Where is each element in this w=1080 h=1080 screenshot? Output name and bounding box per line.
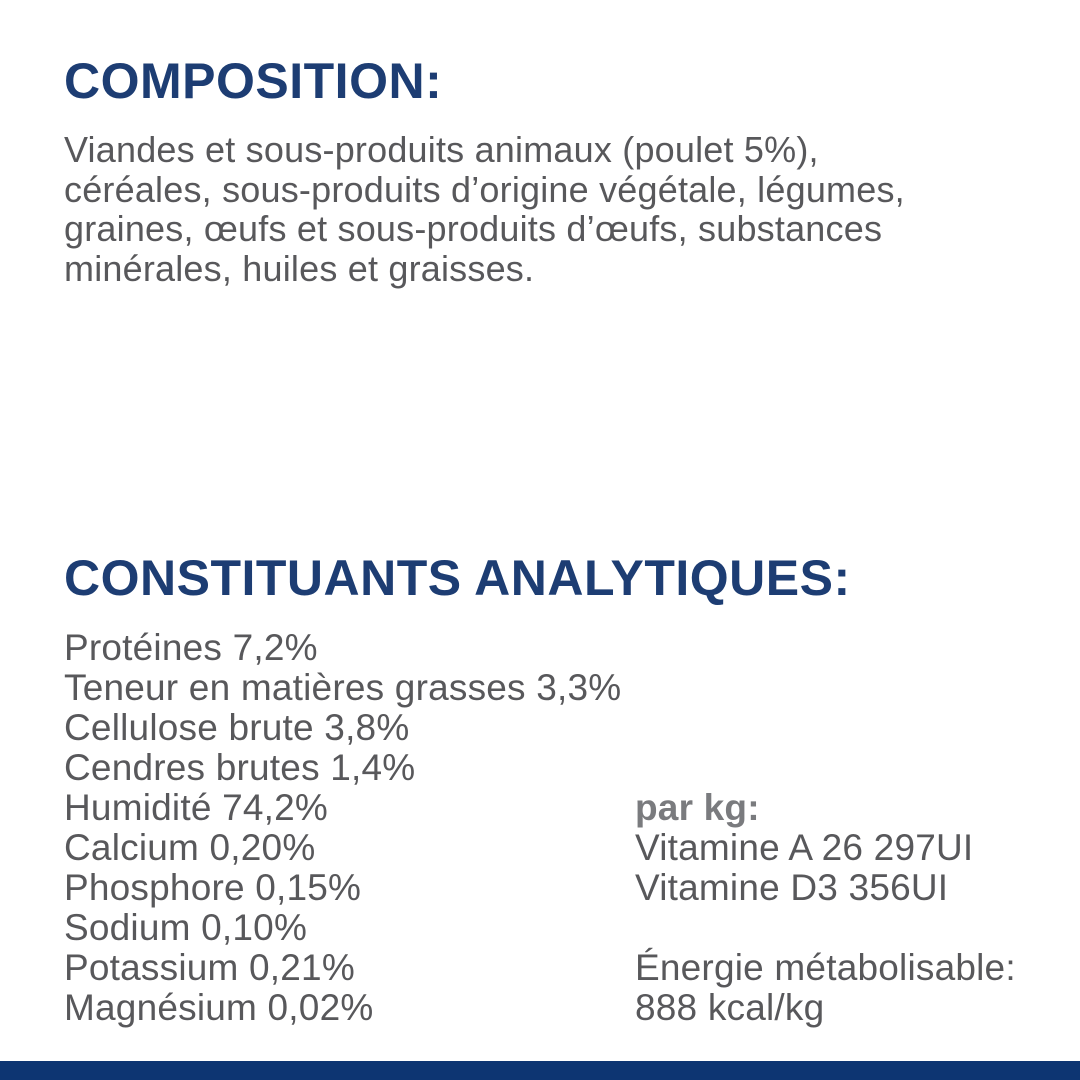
nutrient-line: Calcium 0,20% bbox=[64, 827, 316, 868]
nutrient-line: Phosphore 0,15% bbox=[64, 867, 362, 908]
nutrient-line: Magnésium 0,02% bbox=[64, 987, 374, 1028]
composition-heading: COMPOSITION: bbox=[64, 53, 443, 109]
energy-line: 888 kcal/kg bbox=[635, 987, 825, 1028]
per-kg-items bbox=[635, 828, 973, 908]
vitamin-line: Vitamine D3 356UI bbox=[635, 867, 949, 908]
composition-text-line: céréales, sous-produits d’origine végétale, légumes, bbox=[64, 168, 905, 210]
per-kg-label: par kg: bbox=[635, 787, 760, 828]
energy-line: Énergie métabolisable: bbox=[635, 947, 1016, 988]
analytical-constituents-heading: CONSTITUANTS ANALYTIQUES: bbox=[64, 550, 851, 606]
per-kg-block bbox=[635, 788, 973, 908]
nutrient-line: Protéines 7,2% bbox=[64, 627, 318, 668]
composition-ingredients-text bbox=[64, 130, 905, 288]
metabolisable-energy-block bbox=[635, 948, 1016, 1028]
nutrient-line: Cellulose brute 3,8% bbox=[64, 707, 410, 748]
nutrient-line: Sodium 0,10% bbox=[64, 907, 308, 948]
composition-text-line: graines, œufs et sous-produits d’œufs, substances bbox=[64, 208, 883, 249]
nutrient-list bbox=[64, 628, 621, 1028]
footer-bar bbox=[0, 1061, 1080, 1080]
vitamin-line: Vitamine A 26 297UI bbox=[635, 827, 974, 868]
nutrient-line: Cendres brutes 1,4% bbox=[64, 747, 416, 788]
nutrient-line: Potassium 0,21% bbox=[64, 947, 355, 988]
nutrient-line: Teneur en matières grasses 3,3% bbox=[64, 667, 622, 708]
nutrient-line: Humidité 74,2% bbox=[64, 787, 328, 828]
composition-text-line: Viandes et sous-produits animaux (poulet 5%), bbox=[64, 129, 819, 170]
composition-text-line: minérales, huiles et graisses. bbox=[64, 247, 535, 289]
